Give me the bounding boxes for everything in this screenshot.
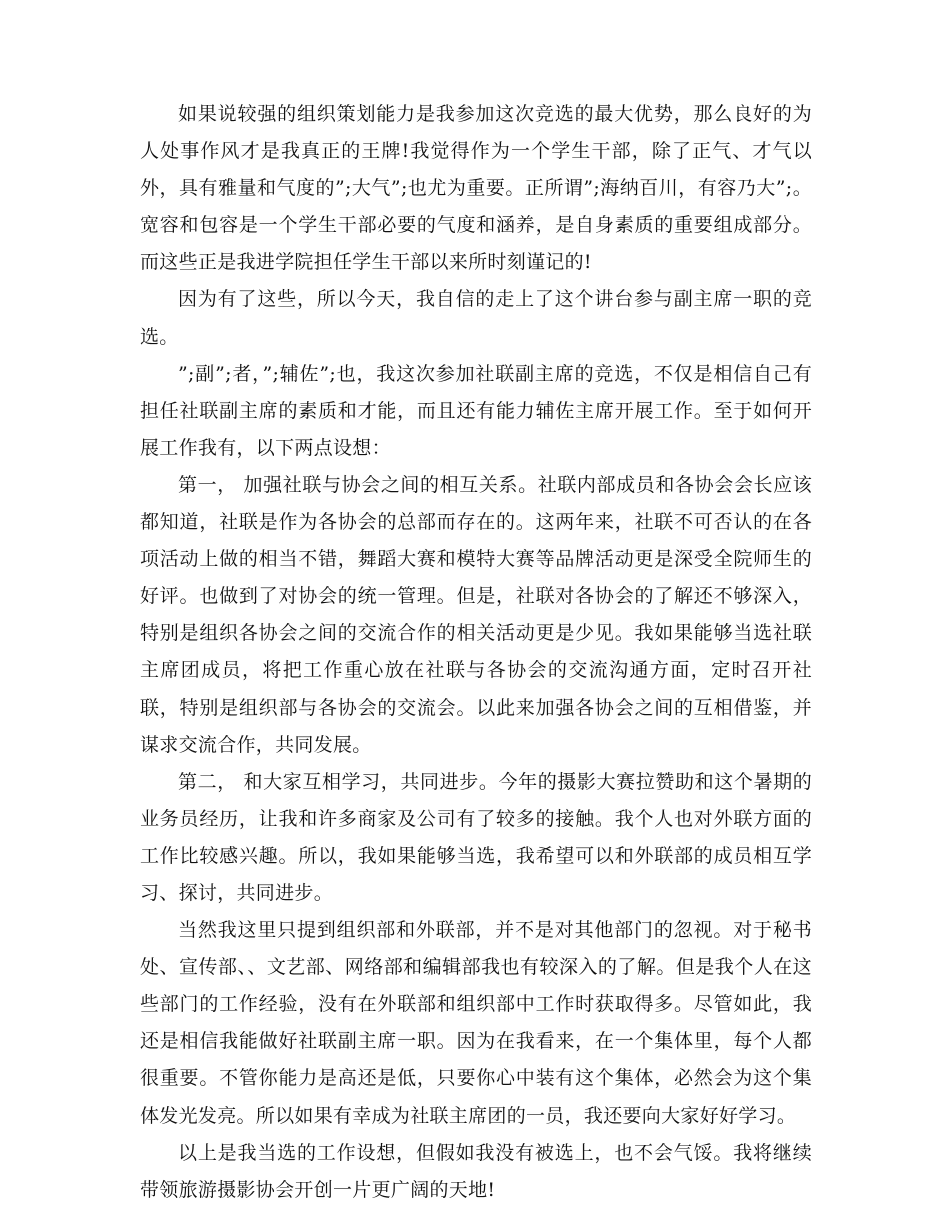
paragraph-3: ”;副”;者，”;辅佐”;也，我这次参加社联副主席的竞选，不仅是相信自己有担任社联副主席的素质和才能，而且还有能力辅佐主席开展工作。至于如何开展工作我有，以下两点设想： (140, 362, 812, 459)
paragraph-4: 第一， 加强社联与协会之间的相互关系。社联内部成员和各协会会长应该都知道，社联是作为各协会的总部而存在的。这两年来，社联不可否认的在各项活动上做的相当不错，舞蹈大赛和模特大赛等品牌活动更是深受全院师生的好评。也做到了对协会的统一管理。但是，社联对各协会的了解还不够深入，特别是组织各协会之间的交流合作的相关活动更是少见。我如果能够当选社联主席团成员，将把工作重心放在社联与各协会的交流沟通方面，定时召开社联，特别是组织部与各协会的交流会。以此来加强各协会之间的互相借鉴，并谋求交流合作，共同发展。 (140, 473, 812, 756)
paragraph-1: 如果说较强的组织策划能力是我参加这次竞选的最大优势，那么良好的为人处事作风才是我真正的王牌!我觉得作为一个学生干部，除了正气、才气以外，具有雅量和气度的”;大气”;也尤为重要。正所谓”;海纳百川，有容乃大”;。宽容和包容是一个学生干部必要的气度和涵养，是自身素质的重要组成部分。而这些正是我进学院担任学生干部以来所时刻谨记的! (140, 103, 812, 274)
paragraph-7: 以上是我当选的工作设想，但假如我没有被选上，也不会气馁。我将继续带领旅游摄影协会开创一片更广阔的天地! (140, 1141, 812, 1201)
paragraph-2: 因为有了这些，所以今天，我自信的走上了这个讲台参与副主席一职的竞选。 (140, 288, 812, 348)
paragraph-6: 当然我这里只提到组织部和外联部，并不是对其他部门的忽视。对于秘书处、宣传部、、文艺部、网络部和编辑部我也有较深入的了解。但是我个人在这些部门的工作经验，没有在外联部和组织部中工作时获取得多。尽管如此，我还是相信我能做好社联副主席一职。因为在我看来，在一个集体里，每个人都很重要。不管你能力是高还是低，只要你心中装有这个集体，必然会为这个集体发光发亮。所以如果有幸成为社联主席团的一员，我还要向大家好好学习。 (140, 919, 812, 1127)
document-body (140, 96, 812, 1209)
paragraph-5: 第二， 和大家互相学习，共同进步。今年的摄影大赛拉赞助和这个暑期的业务员经历，让我和许多商家及公司有了较多的接触。我个人也对外联方面的工作比较感兴趣。所以，我如果能够当选，我希望可以和外联部的成员相互学习、探讨，共同进步。 (140, 770, 812, 904)
